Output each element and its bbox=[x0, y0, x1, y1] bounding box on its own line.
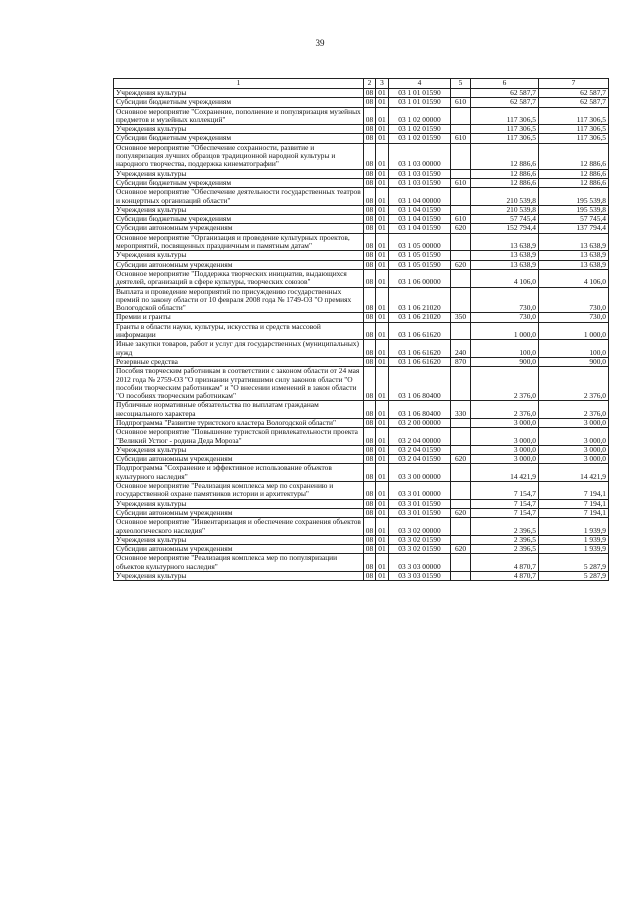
row-subsection-cell: 01 bbox=[376, 89, 389, 98]
row-target-article-cell: 03 3 03 00000 bbox=[389, 554, 451, 572]
row-expense-type-cell bbox=[451, 188, 471, 206]
row-amount-1-cell: 7 154,7 bbox=[471, 508, 539, 517]
row-target-article-cell: 03 1 05 01590 bbox=[389, 251, 451, 260]
row-expense-type-cell: 620 bbox=[451, 224, 471, 233]
row-subsection-cell: 01 bbox=[376, 269, 389, 287]
row-name-cell: Выплата и проведение мероприятий по присуждению государственных премий по закону области от 10 февраля 2008 года № 1749-ОЗ "О премиях Вологодской области" bbox=[114, 287, 364, 313]
table-row bbox=[114, 125, 609, 134]
table-row bbox=[114, 482, 609, 500]
row-subsection-cell: 01 bbox=[376, 205, 389, 214]
row-target-article-cell: 03 1 04 01590 bbox=[389, 224, 451, 233]
row-expense-type-cell: 350 bbox=[451, 313, 471, 322]
table-row bbox=[114, 401, 609, 419]
row-subsection-cell: 01 bbox=[376, 572, 389, 581]
row-section-cell: 08 bbox=[364, 401, 376, 419]
row-section-cell: 08 bbox=[364, 313, 376, 322]
row-subsection-cell: 01 bbox=[376, 482, 389, 500]
row-expense-type-cell bbox=[451, 482, 471, 500]
row-subsection-cell: 01 bbox=[376, 98, 389, 107]
row-amount-2-cell: 117 306,5 bbox=[539, 107, 609, 125]
row-target-article-cell: 03 3 01 01590 bbox=[389, 499, 451, 508]
row-name-cell: Субсидии автономным учреждениям bbox=[114, 545, 364, 554]
row-amount-1-cell: 3 000,0 bbox=[471, 418, 539, 427]
table-row bbox=[114, 367, 609, 401]
row-amount-2-cell: 195 539,8 bbox=[539, 188, 609, 206]
row-target-article-cell: 03 1 02 01590 bbox=[389, 134, 451, 143]
row-expense-type-cell bbox=[451, 554, 471, 572]
row-expense-type-cell bbox=[451, 287, 471, 313]
row-expense-type-cell: 620 bbox=[451, 455, 471, 464]
row-name-cell: Субсидии бюджетным учреждениям bbox=[114, 178, 364, 187]
row-amount-1-cell: 730,0 bbox=[471, 287, 539, 313]
row-target-article-cell: 03 3 02 01590 bbox=[389, 535, 451, 544]
row-name-cell: Основное мероприятие "Реализация комплекса мер по популяризации объектов культурного наследия" bbox=[114, 554, 364, 572]
row-target-article-cell: 03 1 06 61620 bbox=[389, 340, 451, 358]
row-amount-2-cell: 62 587,7 bbox=[539, 89, 609, 98]
header-col-6: 6 bbox=[471, 79, 539, 89]
row-section-cell: 08 bbox=[364, 89, 376, 98]
row-amount-2-cell: 14 421,9 bbox=[539, 464, 609, 482]
row-expense-type-cell bbox=[451, 499, 471, 508]
row-section-cell: 08 bbox=[364, 178, 376, 187]
table-row bbox=[114, 134, 609, 143]
row-section-cell: 08 bbox=[364, 233, 376, 251]
row-section-cell: 08 bbox=[364, 518, 376, 536]
row-amount-1-cell: 117 306,5 bbox=[471, 134, 539, 143]
table-row bbox=[114, 251, 609, 260]
row-expense-type-cell bbox=[451, 428, 471, 446]
row-target-article-cell: 03 1 03 00000 bbox=[389, 143, 451, 169]
row-expense-type-cell: 610 bbox=[451, 98, 471, 107]
row-name-cell: Основное мероприятие "Инвентаризация и обеспечение сохранения объектов археологического наследия" bbox=[114, 518, 364, 536]
row-expense-type-cell bbox=[451, 89, 471, 98]
row-name-cell: Учреждения культуры bbox=[114, 205, 364, 214]
row-name-cell: Учреждения культуры bbox=[114, 89, 364, 98]
row-subsection-cell: 01 bbox=[376, 428, 389, 446]
row-name-cell: Субсидии автономным учреждениям bbox=[114, 455, 364, 464]
row-amount-2-cell: 13 638,9 bbox=[539, 260, 609, 269]
row-amount-1-cell: 2 376,0 bbox=[471, 367, 539, 401]
row-expense-type-cell: 330 bbox=[451, 401, 471, 419]
row-amount-2-cell: 100,0 bbox=[539, 340, 609, 358]
row-target-article-cell: 03 2 00 00000 bbox=[389, 418, 451, 427]
table-row bbox=[114, 178, 609, 187]
row-expense-type-cell bbox=[451, 169, 471, 178]
row-subsection-cell: 01 bbox=[376, 287, 389, 313]
row-subsection-cell: 01 bbox=[376, 455, 389, 464]
row-amount-1-cell: 4 106,0 bbox=[471, 269, 539, 287]
table-row bbox=[114, 428, 609, 446]
row-amount-2-cell: 3 000,0 bbox=[539, 418, 609, 427]
row-section-cell: 08 bbox=[364, 418, 376, 427]
row-subsection-cell: 01 bbox=[376, 178, 389, 187]
header-col-4: 4 bbox=[389, 79, 451, 89]
row-subsection-cell: 01 bbox=[376, 134, 389, 143]
row-amount-1-cell: 13 638,9 bbox=[471, 260, 539, 269]
row-name-cell: Основное мероприятие "Реализация комплекса мер по сохранению и государственной охране памятников истории и архитектуры" bbox=[114, 482, 364, 500]
row-expense-type-cell: 610 bbox=[451, 215, 471, 224]
row-amount-2-cell: 3 000,0 bbox=[539, 445, 609, 454]
row-name-cell: Премии и гранты bbox=[114, 313, 364, 322]
row-section-cell: 08 bbox=[364, 269, 376, 287]
row-target-article-cell: 03 3 01 01590 bbox=[389, 508, 451, 517]
row-target-article-cell: 03 3 02 01590 bbox=[389, 545, 451, 554]
table-row bbox=[114, 418, 609, 427]
budget-table bbox=[113, 78, 609, 581]
row-name-cell: Пособия творческим работникам в соответствии с законом области от 24 мая 2012 года № 2759-ОЗ "О признании утратившими силу законов области "О пособии творческим работникам" и "О внесении изменений в закон области "О пособиях творческим работникам" bbox=[114, 367, 364, 401]
row-section-cell: 08 bbox=[364, 224, 376, 233]
table-row bbox=[114, 535, 609, 544]
row-name-cell: Резервные средства bbox=[114, 357, 364, 366]
row-target-article-cell: 03 1 01 01590 bbox=[389, 89, 451, 98]
row-target-article-cell: 03 1 02 00000 bbox=[389, 107, 451, 125]
row-amount-2-cell: 1 939,9 bbox=[539, 545, 609, 554]
row-name-cell: Основное мероприятие "Организация и проведение культурных проектов, мероприятий, посвященных праздничным и памятным датам" bbox=[114, 233, 364, 251]
row-name-cell: Учреждения культуры bbox=[114, 445, 364, 454]
row-target-article-cell: 03 1 04 00000 bbox=[389, 188, 451, 206]
row-subsection-cell: 01 bbox=[376, 215, 389, 224]
row-subsection-cell: 01 bbox=[376, 499, 389, 508]
row-name-cell: Субсидии бюджетным учреждениям bbox=[114, 134, 364, 143]
row-section-cell: 08 bbox=[364, 455, 376, 464]
row-section-cell: 08 bbox=[364, 322, 376, 340]
table-row bbox=[114, 518, 609, 536]
row-section-cell: 08 bbox=[364, 428, 376, 446]
row-section-cell: 08 bbox=[364, 205, 376, 214]
row-amount-1-cell: 2 396,5 bbox=[471, 545, 539, 554]
row-amount-1-cell: 3 000,0 bbox=[471, 445, 539, 454]
row-amount-2-cell: 900,0 bbox=[539, 357, 609, 366]
row-amount-2-cell: 4 106,0 bbox=[539, 269, 609, 287]
table-row bbox=[114, 340, 609, 358]
row-section-cell: 08 bbox=[364, 287, 376, 313]
row-expense-type-cell bbox=[451, 251, 471, 260]
row-target-article-cell: 03 1 06 61620 bbox=[389, 357, 451, 366]
table-row bbox=[114, 89, 609, 98]
row-target-article-cell: 03 1 06 21020 bbox=[389, 287, 451, 313]
row-target-article-cell: 03 3 03 01590 bbox=[389, 572, 451, 581]
table-row bbox=[114, 215, 609, 224]
row-target-article-cell: 03 1 02 01590 bbox=[389, 125, 451, 134]
row-subsection-cell: 01 bbox=[376, 464, 389, 482]
row-expense-type-cell bbox=[451, 143, 471, 169]
row-amount-1-cell: 57 745,4 bbox=[471, 215, 539, 224]
row-expense-type-cell: 610 bbox=[451, 134, 471, 143]
row-amount-2-cell: 7 194,1 bbox=[539, 482, 609, 500]
row-name-cell: Учреждения культуры bbox=[114, 251, 364, 260]
row-amount-1-cell: 210 539,8 bbox=[471, 188, 539, 206]
row-subsection-cell: 01 bbox=[376, 508, 389, 517]
row-section-cell: 08 bbox=[364, 143, 376, 169]
row-amount-2-cell: 1 000,0 bbox=[539, 322, 609, 340]
row-target-article-cell: 03 1 03 01590 bbox=[389, 169, 451, 178]
table-row bbox=[114, 205, 609, 214]
row-name-cell: Субсидии автономным учреждениям bbox=[114, 260, 364, 269]
row-name-cell: Подпрограмма "Развитие туристского кластера Вологодской области" bbox=[114, 418, 364, 427]
row-amount-1-cell: 730,0 bbox=[471, 313, 539, 322]
row-amount-1-cell: 3 000,0 bbox=[471, 428, 539, 446]
row-section-cell: 08 bbox=[364, 572, 376, 581]
table-row bbox=[114, 572, 609, 581]
row-amount-2-cell: 57 745,4 bbox=[539, 215, 609, 224]
row-subsection-cell: 01 bbox=[376, 313, 389, 322]
row-expense-type-cell bbox=[451, 233, 471, 251]
row-amount-1-cell: 2 396,5 bbox=[471, 535, 539, 544]
row-target-article-cell: 03 1 06 80400 bbox=[389, 401, 451, 419]
row-name-cell: Учреждения культуры bbox=[114, 125, 364, 134]
row-amount-2-cell: 730,0 bbox=[539, 287, 609, 313]
table-row bbox=[114, 224, 609, 233]
row-name-cell: Публичные нормативные обязательства по выплатам гражданам несоциального характера bbox=[114, 401, 364, 419]
row-amount-1-cell: 13 638,9 bbox=[471, 251, 539, 260]
row-amount-2-cell: 13 638,9 bbox=[539, 251, 609, 260]
row-target-article-cell: 03 1 06 00000 bbox=[389, 269, 451, 287]
row-section-cell: 08 bbox=[364, 445, 376, 454]
row-target-article-cell: 03 1 04 01590 bbox=[389, 215, 451, 224]
row-section-cell: 08 bbox=[364, 215, 376, 224]
row-section-cell: 08 bbox=[364, 188, 376, 206]
table-row bbox=[114, 499, 609, 508]
row-expense-type-cell: 240 bbox=[451, 340, 471, 358]
table-row bbox=[114, 455, 609, 464]
row-amount-1-cell: 62 587,7 bbox=[471, 89, 539, 98]
row-expense-type-cell: 610 bbox=[451, 178, 471, 187]
row-amount-1-cell: 3 000,0 bbox=[471, 455, 539, 464]
table-row bbox=[114, 313, 609, 322]
row-name-cell: Учреждения культуры bbox=[114, 169, 364, 178]
row-section-cell: 08 bbox=[364, 535, 376, 544]
page-number: 39 bbox=[315, 38, 325, 48]
row-target-article-cell: 03 3 02 00000 bbox=[389, 518, 451, 536]
table-row bbox=[114, 98, 609, 107]
header-col-2: 2 bbox=[364, 79, 376, 89]
row-amount-2-cell: 62 587,7 bbox=[539, 98, 609, 107]
row-target-article-cell: 03 3 01 00000 bbox=[389, 482, 451, 500]
row-amount-1-cell: 12 886,6 bbox=[471, 143, 539, 169]
row-amount-2-cell: 117 306,5 bbox=[539, 134, 609, 143]
row-section-cell: 08 bbox=[364, 499, 376, 508]
row-expense-type-cell: 870 bbox=[451, 357, 471, 366]
table-header-row bbox=[114, 79, 609, 89]
table-row bbox=[114, 545, 609, 554]
table-row bbox=[114, 107, 609, 125]
row-amount-2-cell: 5 287,9 bbox=[539, 554, 609, 572]
row-amount-1-cell: 117 306,5 bbox=[471, 125, 539, 134]
row-name-cell: Основное мероприятие "Повышение туристской привлекательности проекта "Великий Устюг - родина Деда Мороза" bbox=[114, 428, 364, 446]
table-row bbox=[114, 260, 609, 269]
row-amount-1-cell: 14 421,9 bbox=[471, 464, 539, 482]
table-row bbox=[114, 357, 609, 366]
row-amount-2-cell: 2 376,0 bbox=[539, 401, 609, 419]
row-section-cell: 08 bbox=[364, 251, 376, 260]
row-amount-2-cell: 7 194,1 bbox=[539, 508, 609, 517]
row-expense-type-cell bbox=[451, 445, 471, 454]
row-section-cell: 08 bbox=[364, 554, 376, 572]
row-expense-type-cell bbox=[451, 107, 471, 125]
row-expense-type-cell bbox=[451, 125, 471, 134]
row-section-cell: 08 bbox=[364, 107, 376, 125]
row-subsection-cell: 01 bbox=[376, 143, 389, 169]
row-expense-type-cell bbox=[451, 322, 471, 340]
table-row bbox=[114, 445, 609, 454]
row-amount-2-cell: 1 939,9 bbox=[539, 535, 609, 544]
row-amount-1-cell: 4 870,7 bbox=[471, 554, 539, 572]
row-amount-2-cell: 195 539,8 bbox=[539, 205, 609, 214]
row-section-cell: 08 bbox=[364, 357, 376, 366]
row-name-cell: Основное мероприятие "Обеспечение деятельности государственных театров и концертных организаций области" bbox=[114, 188, 364, 206]
row-amount-1-cell: 210 539,8 bbox=[471, 205, 539, 214]
row-subsection-cell: 01 bbox=[376, 188, 389, 206]
row-expense-type-cell: 620 bbox=[451, 508, 471, 517]
row-subsection-cell: 01 bbox=[376, 169, 389, 178]
row-target-article-cell: 03 1 05 01590 bbox=[389, 260, 451, 269]
table-row bbox=[114, 464, 609, 482]
table-row bbox=[114, 269, 609, 287]
row-target-article-cell: 03 2 04 01590 bbox=[389, 445, 451, 454]
row-expense-type-cell bbox=[451, 418, 471, 427]
row-amount-2-cell: 2 376,0 bbox=[539, 367, 609, 401]
row-target-article-cell: 03 2 04 00000 bbox=[389, 428, 451, 446]
row-amount-2-cell: 117 306,5 bbox=[539, 125, 609, 134]
row-expense-type-cell: 620 bbox=[451, 260, 471, 269]
row-subsection-cell: 01 bbox=[376, 251, 389, 260]
row-amount-2-cell: 13 638,9 bbox=[539, 233, 609, 251]
row-target-article-cell: 03 1 04 01590 bbox=[389, 205, 451, 214]
row-target-article-cell: 03 1 06 61620 bbox=[389, 322, 451, 340]
row-amount-1-cell: 117 306,5 bbox=[471, 107, 539, 125]
row-section-cell: 08 bbox=[364, 169, 376, 178]
row-section-cell: 08 bbox=[364, 340, 376, 358]
row-subsection-cell: 01 bbox=[376, 260, 389, 269]
row-amount-2-cell: 3 000,0 bbox=[539, 455, 609, 464]
row-subsection-cell: 01 bbox=[376, 367, 389, 401]
row-name-cell: Субсидии бюджетным учреждениям bbox=[114, 215, 364, 224]
row-name-cell: Субсидии автономным учреждениям bbox=[114, 508, 364, 517]
row-amount-1-cell: 4 870,7 bbox=[471, 572, 539, 581]
row-name-cell: Субсидии бюджетным учреждениям bbox=[114, 98, 364, 107]
row-amount-1-cell: 12 886,6 bbox=[471, 178, 539, 187]
row-amount-1-cell: 62 587,7 bbox=[471, 98, 539, 107]
row-amount-1-cell: 7 154,7 bbox=[471, 482, 539, 500]
row-name-cell: Основное мероприятие "Поддержка творческих инициатив, выдающихся деятелей, организаций в сфере культуры, творческих союзов" bbox=[114, 269, 364, 287]
row-name-cell: Иные закупки товаров, работ и услуг для государственных (муниципальных) нужд bbox=[114, 340, 364, 358]
row-subsection-cell: 01 bbox=[376, 322, 389, 340]
row-subsection-cell: 01 bbox=[376, 445, 389, 454]
row-expense-type-cell bbox=[451, 572, 471, 581]
row-amount-2-cell: 7 194,1 bbox=[539, 499, 609, 508]
row-expense-type-cell bbox=[451, 367, 471, 401]
row-section-cell: 08 bbox=[364, 508, 376, 517]
table-row bbox=[114, 169, 609, 178]
row-amount-1-cell: 12 886,6 bbox=[471, 169, 539, 178]
row-amount-2-cell: 12 886,6 bbox=[539, 169, 609, 178]
row-section-cell: 08 bbox=[364, 134, 376, 143]
row-subsection-cell: 01 bbox=[376, 340, 389, 358]
row-amount-1-cell: 13 638,9 bbox=[471, 233, 539, 251]
row-expense-type-cell bbox=[451, 518, 471, 536]
row-section-cell: 08 bbox=[364, 125, 376, 134]
row-amount-2-cell: 730,0 bbox=[539, 313, 609, 322]
row-name-cell: Учреждения культуры bbox=[114, 535, 364, 544]
table-body bbox=[114, 89, 609, 581]
table-row bbox=[114, 322, 609, 340]
row-amount-1-cell: 7 154,7 bbox=[471, 499, 539, 508]
row-name-cell: Учреждения культуры bbox=[114, 572, 364, 581]
row-target-article-cell: 03 1 03 01590 bbox=[389, 178, 451, 187]
row-subsection-cell: 01 bbox=[376, 233, 389, 251]
row-target-article-cell: 03 1 01 01590 bbox=[389, 98, 451, 107]
row-subsection-cell: 01 bbox=[376, 554, 389, 572]
row-name-cell: Субсидии автономным учреждениям bbox=[114, 224, 364, 233]
row-amount-1-cell: 2 376,0 bbox=[471, 401, 539, 419]
row-amount-1-cell: 1 000,0 bbox=[471, 322, 539, 340]
row-amount-2-cell: 12 886,6 bbox=[539, 178, 609, 187]
table-row bbox=[114, 233, 609, 251]
row-section-cell: 08 bbox=[364, 482, 376, 500]
row-expense-type-cell: 620 bbox=[451, 545, 471, 554]
row-amount-1-cell: 900,0 bbox=[471, 357, 539, 366]
row-subsection-cell: 01 bbox=[376, 401, 389, 419]
row-target-article-cell: 03 1 06 21020 bbox=[389, 313, 451, 322]
row-section-cell: 08 bbox=[364, 545, 376, 554]
row-expense-type-cell bbox=[451, 535, 471, 544]
table-row bbox=[114, 508, 609, 517]
row-amount-2-cell: 5 287,9 bbox=[539, 572, 609, 581]
row-target-article-cell: 03 3 00 00000 bbox=[389, 464, 451, 482]
row-subsection-cell: 01 bbox=[376, 518, 389, 536]
row-subsection-cell: 01 bbox=[376, 535, 389, 544]
row-name-cell: Учреждения культуры bbox=[114, 499, 364, 508]
row-target-article-cell: 03 1 05 00000 bbox=[389, 233, 451, 251]
row-subsection-cell: 01 bbox=[376, 224, 389, 233]
row-amount-2-cell: 137 794,4 bbox=[539, 224, 609, 233]
header-col-5: 5 bbox=[451, 79, 471, 89]
header-col-7: 7 bbox=[539, 79, 609, 89]
row-subsection-cell: 01 bbox=[376, 125, 389, 134]
row-amount-1-cell: 100,0 bbox=[471, 340, 539, 358]
row-section-cell: 08 bbox=[364, 98, 376, 107]
table-row bbox=[114, 287, 609, 313]
table-row bbox=[114, 143, 609, 169]
row-expense-type-cell bbox=[451, 269, 471, 287]
row-expense-type-cell bbox=[451, 205, 471, 214]
row-amount-1-cell: 2 396,5 bbox=[471, 518, 539, 536]
row-target-article-cell: 03 2 04 01590 bbox=[389, 455, 451, 464]
row-subsection-cell: 01 bbox=[376, 545, 389, 554]
row-amount-2-cell: 12 886,6 bbox=[539, 143, 609, 169]
row-amount-2-cell: 1 939,9 bbox=[539, 518, 609, 536]
row-name-cell: Основное мероприятие "Обеспечение сохранности, развитие и популяризация лучших образцов традиционной народной культуры и народного творчества, поддержка кинематографии" bbox=[114, 143, 364, 169]
row-expense-type-cell bbox=[451, 464, 471, 482]
row-section-cell: 08 bbox=[364, 464, 376, 482]
row-subsection-cell: 01 bbox=[376, 357, 389, 366]
row-name-cell: Подпрограмма "Сохранение и эффективное использование объектов культурного наследия" bbox=[114, 464, 364, 482]
row-amount-1-cell: 152 794,4 bbox=[471, 224, 539, 233]
row-target-article-cell: 03 1 06 80400 bbox=[389, 367, 451, 401]
row-name-cell: Основное мероприятие "Сохранение, пополнение и популяризация музейных предметов и музейных коллекций" bbox=[114, 107, 364, 125]
row-section-cell: 08 bbox=[364, 260, 376, 269]
table-row bbox=[114, 188, 609, 206]
row-subsection-cell: 01 bbox=[376, 418, 389, 427]
table-row bbox=[114, 554, 609, 572]
row-section-cell: 08 bbox=[364, 367, 376, 401]
row-name-cell: Гранты в области науки, культуры, искусства и средств массовой информации bbox=[114, 322, 364, 340]
row-subsection-cell: 01 bbox=[376, 107, 389, 125]
header-col-1: 1 bbox=[114, 79, 364, 89]
row-amount-2-cell: 3 000,0 bbox=[539, 428, 609, 446]
header-col-3: 3 bbox=[376, 79, 389, 89]
